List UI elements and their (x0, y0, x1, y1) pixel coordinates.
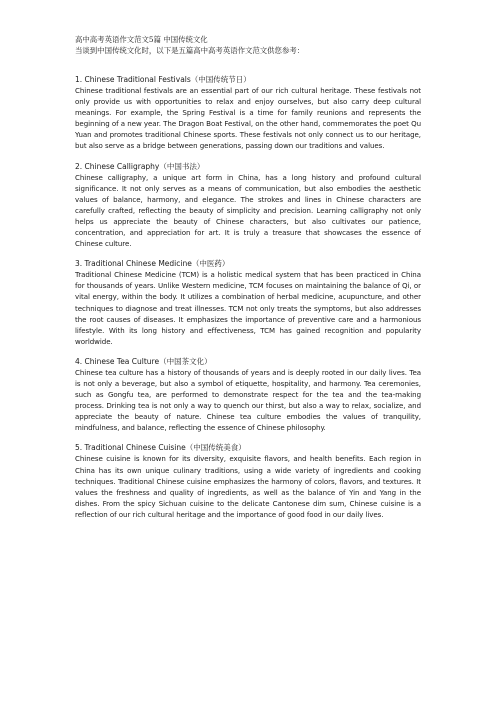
section-heading (75, 161, 421, 172)
section-heading-cn: （中医药） (191, 259, 230, 269)
section-festivals (75, 74, 421, 152)
section-heading-en: 3. Traditional Chinese Medicine (75, 259, 192, 269)
section-heading-cn: （中国书法） (159, 161, 205, 171)
section-heading-en: 1. Chinese Traditional Festivals (75, 75, 191, 84)
document-page (75, 34, 421, 520)
section-body: Chinese traditional festivals are an essential part of our rich cultural heritage. These festivals not only provide us with opportunities to relax and enjoy ourselves, but also carry deep cultural meanings. For example, the Spring Festival is a time for family reunions and represents the beginning of a new year. The Dragon Boat Festival, on the other hand, commemorates the poet Qu Yuan and promotes traditional Chinese sports. These festivals not only connect us to our heritage, but also serve as a bridge between generations, passing down our traditions and values. (75, 86, 421, 151)
section-heading-en: 4. Chinese Tea Culture (75, 356, 160, 366)
section-heading (75, 442, 421, 453)
section-tea-culture (75, 356, 421, 434)
section-body: Chinese calligraphy, a unique art form in China, has a long history and profound cultural significance. It not only serves as a means of communication, but also embodies the aesthetic values of balance, harmony, and elegance. The strokes and lines in Chinese characters are carefully crafted, reflecting the beauty of simplicity and precision. Learning calligraphy not only helps us appreciate the beauty of Chinese characters, but also cultivates our patience, concentration, and appreciation for art. It is truly a treasure that showcases the essence of Chinese culture. (75, 172, 421, 249)
section-body: Traditional Chinese Medicine (TCM) is a holistic medical system that has been practiced in China for thousands of years. Unlike Western medicine, TCM focuses on maintaining the balance of Qi, or vital energy, within the body. It utilizes a combination of herbal medicine, acupuncture, and other techniques to diagnose and treat illnesses. TCM not only treats the symptoms, but also addresses the root causes of diseases. It emphasizes the importance of preventive care and a harmonious lifestyle. With its long history and effectiveness, TCM has gained recognition and popularity worldwide. (75, 270, 421, 346)
section-heading-en: 5. Traditional Chinese Cuisine (75, 443, 186, 453)
section-calligraphy (75, 161, 421, 250)
section-heading-cn: （中国茶文化） (159, 356, 212, 366)
document-title: 高中高考英语作文范文5篇 中国传统文化 (75, 35, 208, 44)
section-body: Chinese tea culture has a history of thousands of years and is deeply rooted in our daily lives. Tea is not only a beverage, but also a symbol of etiquette, hospitality, and harmony. Tea ceremonies, such as Gongfu tea, are performed to demonstrate respect for the tea and the tea-making process. Drinking tea is not only a way to quench our thirst, but also a way to relax, socialize, and appreciate the beauty of nature. Chinese tea culture embodies the values of tranquility, mindfulness, and balance, reflecting the essence of Chinese philosophy. (75, 367, 421, 433)
section-heading-cn: （中国传统美食） (185, 443, 246, 453)
section-heading (75, 74, 421, 85)
document-intro: 当谈到中国传统文化时，以下是五篇高中高考英语作文范文供您参考： (75, 46, 305, 55)
section-heading-en: 2. Chinese Calligraphy (75, 161, 160, 171)
section-body: Chinese cuisine is known for its diversity, exquisite flavors, and health benefits. Each region in China has its own unique culinary traditions, using a wide variety of ingredients and cooking techniques. Traditional Chinese cuisine emphasizes the harmony of colors, flavors, and textures. It values the freshness and quality of ingredients, as well as the balance of Yin and Yang in the dishes. From the spicy Sichuan cuisine to the delicate Cantonese dim sum, Chinese cuisine is a reflection of our rich cultural heritage and the importance of good food in our daily lives. (75, 454, 421, 519)
spacer (75, 56, 421, 65)
section-heading (75, 356, 421, 367)
section-heading (75, 258, 421, 269)
section-heading-cn: （中国传统节日） (190, 75, 251, 84)
section-medicine (75, 258, 421, 347)
section-cuisine (75, 442, 421, 520)
